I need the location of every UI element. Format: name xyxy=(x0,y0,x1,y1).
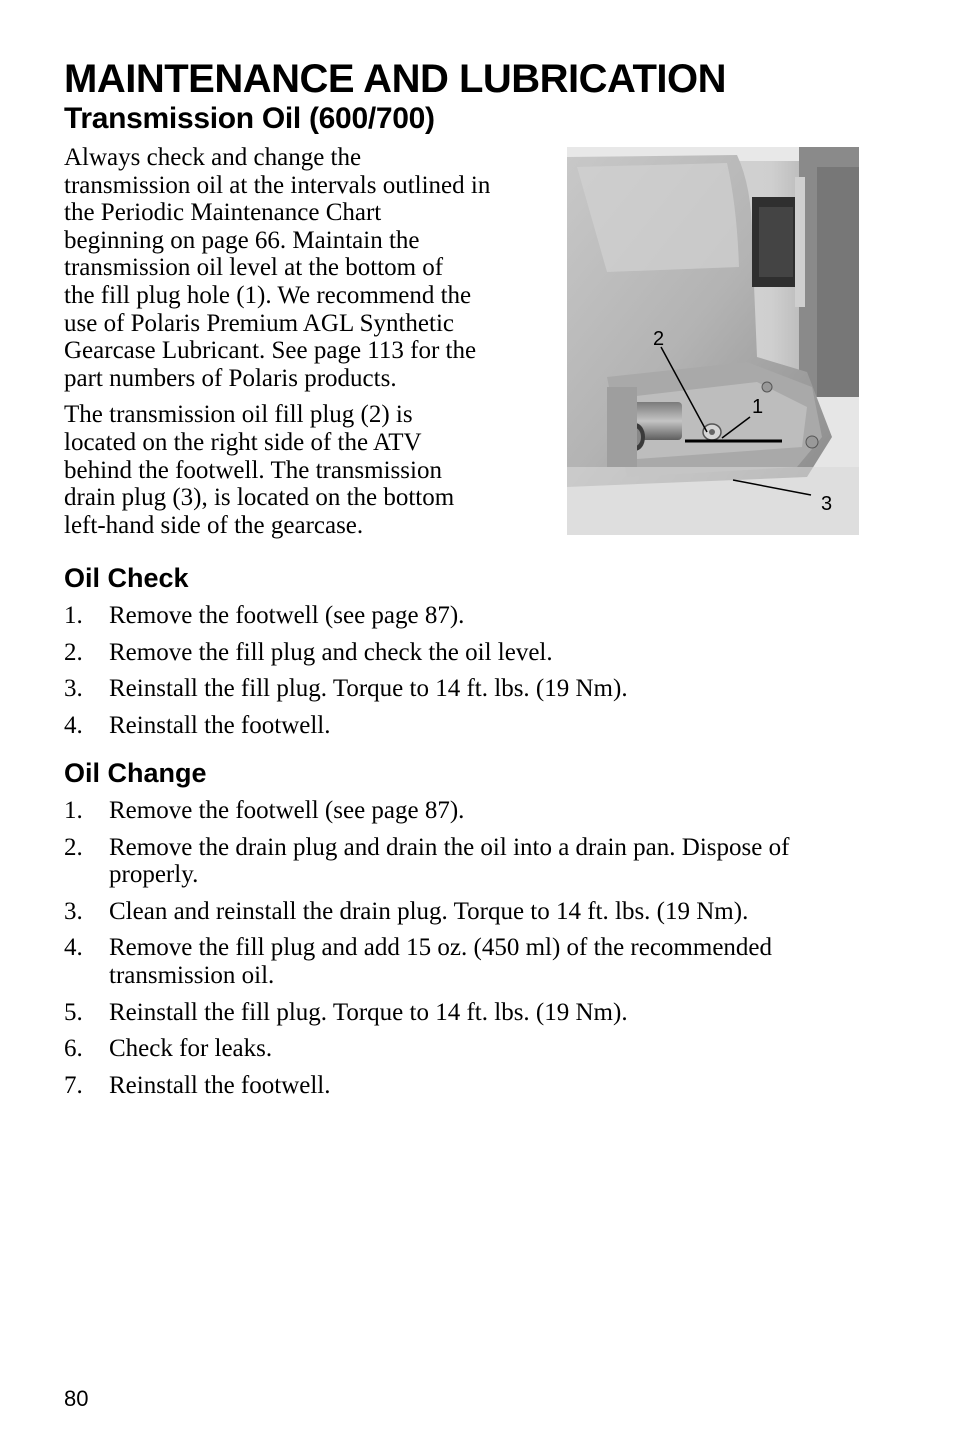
step-text: Remove the fill plug and check the oil level. xyxy=(109,638,553,666)
step-text: Reinstall the footwell. xyxy=(109,1071,331,1099)
oil-check-heading: Oil Check xyxy=(64,563,189,593)
callout-1: 1 xyxy=(752,396,764,418)
step-number: 1. xyxy=(64,797,83,824)
oil-check-steps xyxy=(64,602,864,748)
step-number: 3. xyxy=(64,675,83,703)
section-title: Transmission Oil (600/700) xyxy=(64,102,435,135)
list-item xyxy=(64,898,864,926)
list-item xyxy=(64,675,864,703)
step-number: 1. xyxy=(64,602,83,629)
list-item xyxy=(64,797,864,825)
intro-paragraph: The transmission oil fill plug (2) is located on the right side of the ATV behind the footwell. The transmission drain plug (3), is located on the bottom left-hand side of the gearcase. xyxy=(64,401,455,539)
list-item xyxy=(64,934,864,989)
callout-3: 3 xyxy=(821,493,833,515)
list-item xyxy=(64,639,864,667)
step-number: 6. xyxy=(64,1035,83,1063)
list-item xyxy=(64,834,864,889)
chapter-title: MAINTENANCE AND LUBRICATION xyxy=(64,57,727,101)
step-text: Reinstall the fill plug. Torque to 14 ft. lbs. (19 Nm). xyxy=(109,675,628,703)
oil-change-steps xyxy=(64,797,864,1108)
step-text: Remove the fill plug and add 15 oz. (450 ml) of the recommended transmission oil. xyxy=(109,934,773,989)
step-text: Check for leaks. xyxy=(109,1035,273,1063)
step-number: 4. xyxy=(64,711,83,739)
gearcase-photo-illustration xyxy=(567,147,859,535)
step-text: Reinstall the footwell. xyxy=(109,711,331,739)
step-number: 2. xyxy=(64,638,83,666)
intro-paragraph: Always check and change the transmission oil at the intervals outlined in the Periodic Maintenance Chart beginning on page 66. Maintain the transmission oil level at the bottom of the fill plug hole (1). We recommend the use of Polaris Premium AGL Synthetic Gearcase Lubricant. See page 113 for the part numbers of Polaris products. xyxy=(64,144,491,392)
step-number: 3. xyxy=(64,897,83,925)
step-text: Remove the drain plug and drain the oil into a drain pan. Dispose of properly. xyxy=(109,833,790,889)
step-number: 7. xyxy=(64,1071,83,1099)
oil-change-heading: Oil Change xyxy=(64,758,207,788)
transmission-photo xyxy=(567,147,859,535)
callout-2: 2 xyxy=(653,328,665,350)
step-text: Reinstall the fill plug. Torque to 14 ft. lbs. (19 Nm). xyxy=(109,998,628,1026)
step-text: Remove the footwell (see page 87). xyxy=(109,797,465,824)
list-item xyxy=(64,602,864,630)
list-item xyxy=(64,1072,864,1100)
step-text: Remove the footwell (see page 87). xyxy=(109,602,465,629)
step-number: 5. xyxy=(64,998,83,1026)
page-number: 80 xyxy=(64,1386,89,1411)
step-text: Clean and reinstall the drain plug. Torque to 14 ft. lbs. (19 Nm). xyxy=(109,897,749,925)
list-item xyxy=(64,712,864,740)
list-item xyxy=(64,999,864,1027)
step-number: 4. xyxy=(64,934,83,962)
list-item xyxy=(64,1035,864,1063)
intro-text xyxy=(64,144,554,548)
step-number: 2. xyxy=(64,833,83,861)
